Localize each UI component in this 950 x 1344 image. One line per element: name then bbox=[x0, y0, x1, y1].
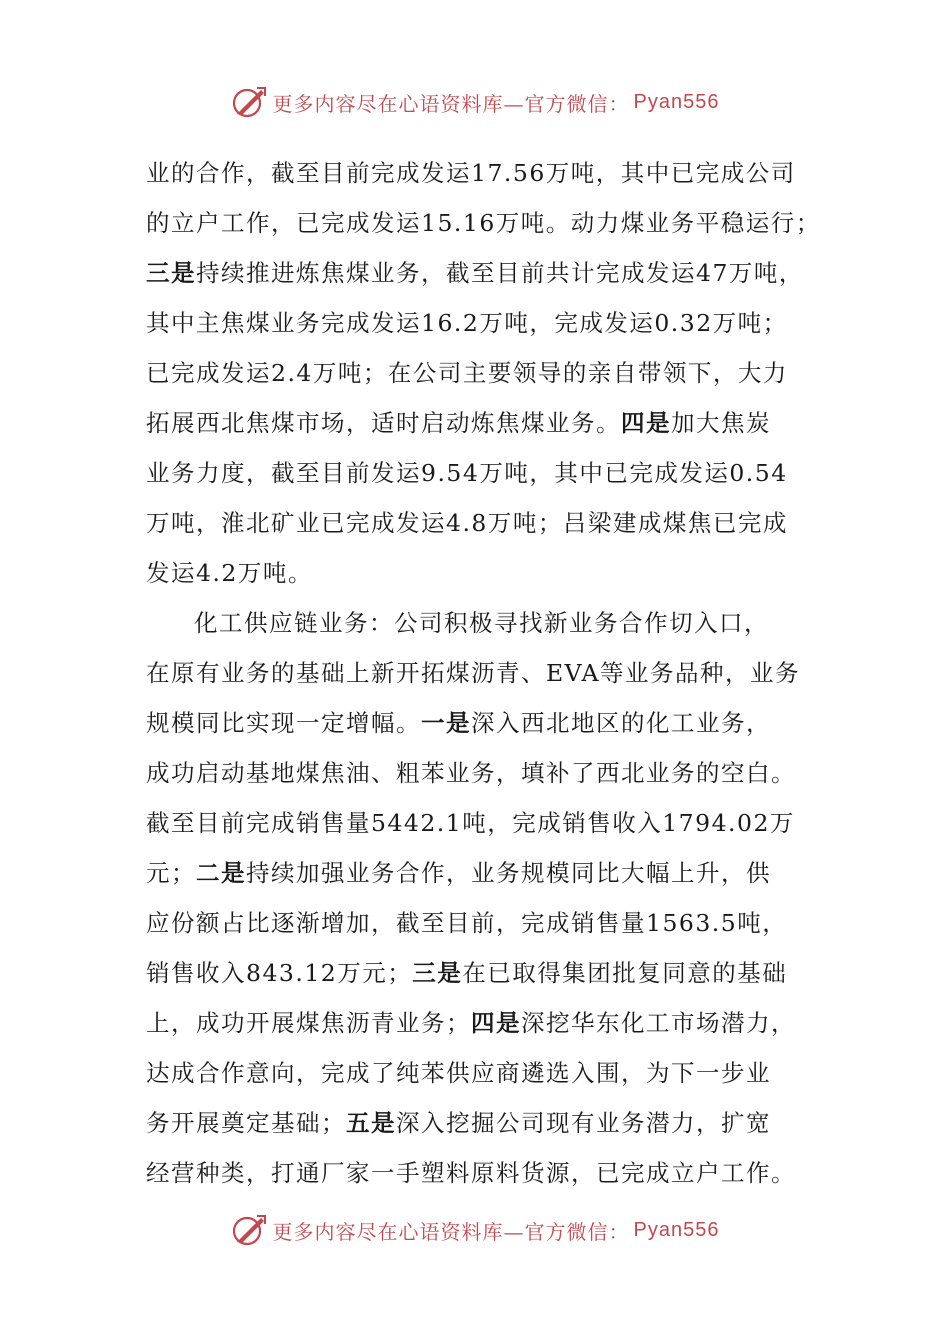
text-line-4: 其中主焦煤业务完成发运16.2万吨，完成发运0.32万吨； bbox=[146, 309, 788, 337]
document-body bbox=[146, 148, 826, 1198]
footer-banner bbox=[0, 1210, 950, 1250]
text-line-20: 务开展奠定基础；五是深入挖掘公司现有业务潜力，扩宽 bbox=[146, 1109, 771, 1137]
text-line-6: 拓展西北焦煤市场，适时启动炼焦煤业务。四是加大焦炭 bbox=[146, 409, 771, 437]
text-line-12: 规模同比实现一定增幅。一是深入西北地区的化工业务， bbox=[146, 709, 771, 737]
text-line-13: 成功启动基地煤焦油、粗苯业务，填补了西北业务的空白。 bbox=[146, 759, 796, 787]
text-line-15: 元；二是持续加强业务合作，业务规模同比大幅上升，供 bbox=[146, 859, 771, 887]
paragraph-start-chemical: 化工供应链业务：公司积极寻找新业务合作切入口， bbox=[194, 609, 769, 637]
header-banner-text: 更多内容尽在心语资料库—官方微信： bbox=[272, 91, 630, 116]
footer-banner-text: 更多内容尽在心语资料库—官方微信： bbox=[272, 1219, 630, 1244]
text-line-14: 截至目前完成销售量5442.1吨，完成销售收入1794.02万 bbox=[146, 809, 795, 837]
footer-wechat-id: Pyan556 bbox=[633, 1218, 720, 1241]
text-line-5: 已完成发运2.4万吨；在公司主要领导的亲自带领下，大力 bbox=[146, 359, 788, 387]
text-line-8: 万吨，淮北矿业已完成发运4.8万吨；吕梁建成煤焦已完成 bbox=[146, 509, 788, 537]
text-line-7: 业务力度，截至目前发运9.54万吨，其中已完成发运0.54 bbox=[146, 459, 788, 487]
text-line-3: 三是持续推进炼焦煤业务，截至目前共计完成发运47万吨， bbox=[146, 259, 804, 287]
text-line-19: 达成合作意向，完成了纯苯供应商遴选入围，为下一步业 bbox=[146, 1059, 771, 1087]
text-line-1: 业的合作，截至目前完成发运17.56万吨，其中已完成公司 bbox=[146, 159, 796, 187]
header-banner bbox=[0, 82, 950, 122]
text-line-16: 应份额占比逐渐增加，截至目前，完成销售量1563.5吨， bbox=[146, 909, 788, 937]
text-line-9: 发运4.2万吨。 bbox=[146, 559, 313, 587]
text-line-18: 上，成功开展煤焦沥青业务；四是深挖华东化工市场潜力， bbox=[146, 1009, 796, 1037]
header-wechat-id: Pyan556 bbox=[633, 90, 720, 113]
text-line-21: 经营种类，打通厂家一手塑料原料货源，已完成立户工作。 bbox=[146, 1159, 796, 1187]
quill-logo-icon bbox=[231, 84, 267, 120]
quill-logo-icon bbox=[231, 1212, 267, 1248]
text-line-2: 的立户工作，已完成发运15.16万吨。动力煤业务平稳运行； bbox=[146, 209, 821, 237]
text-line-11: 在原有业务的基础上新开拓煤沥青、EVA等业务品种，业务 bbox=[146, 659, 801, 687]
text-line-17: 销售收入843.12万元；三是在已取得集团批复同意的基础 bbox=[146, 959, 788, 987]
